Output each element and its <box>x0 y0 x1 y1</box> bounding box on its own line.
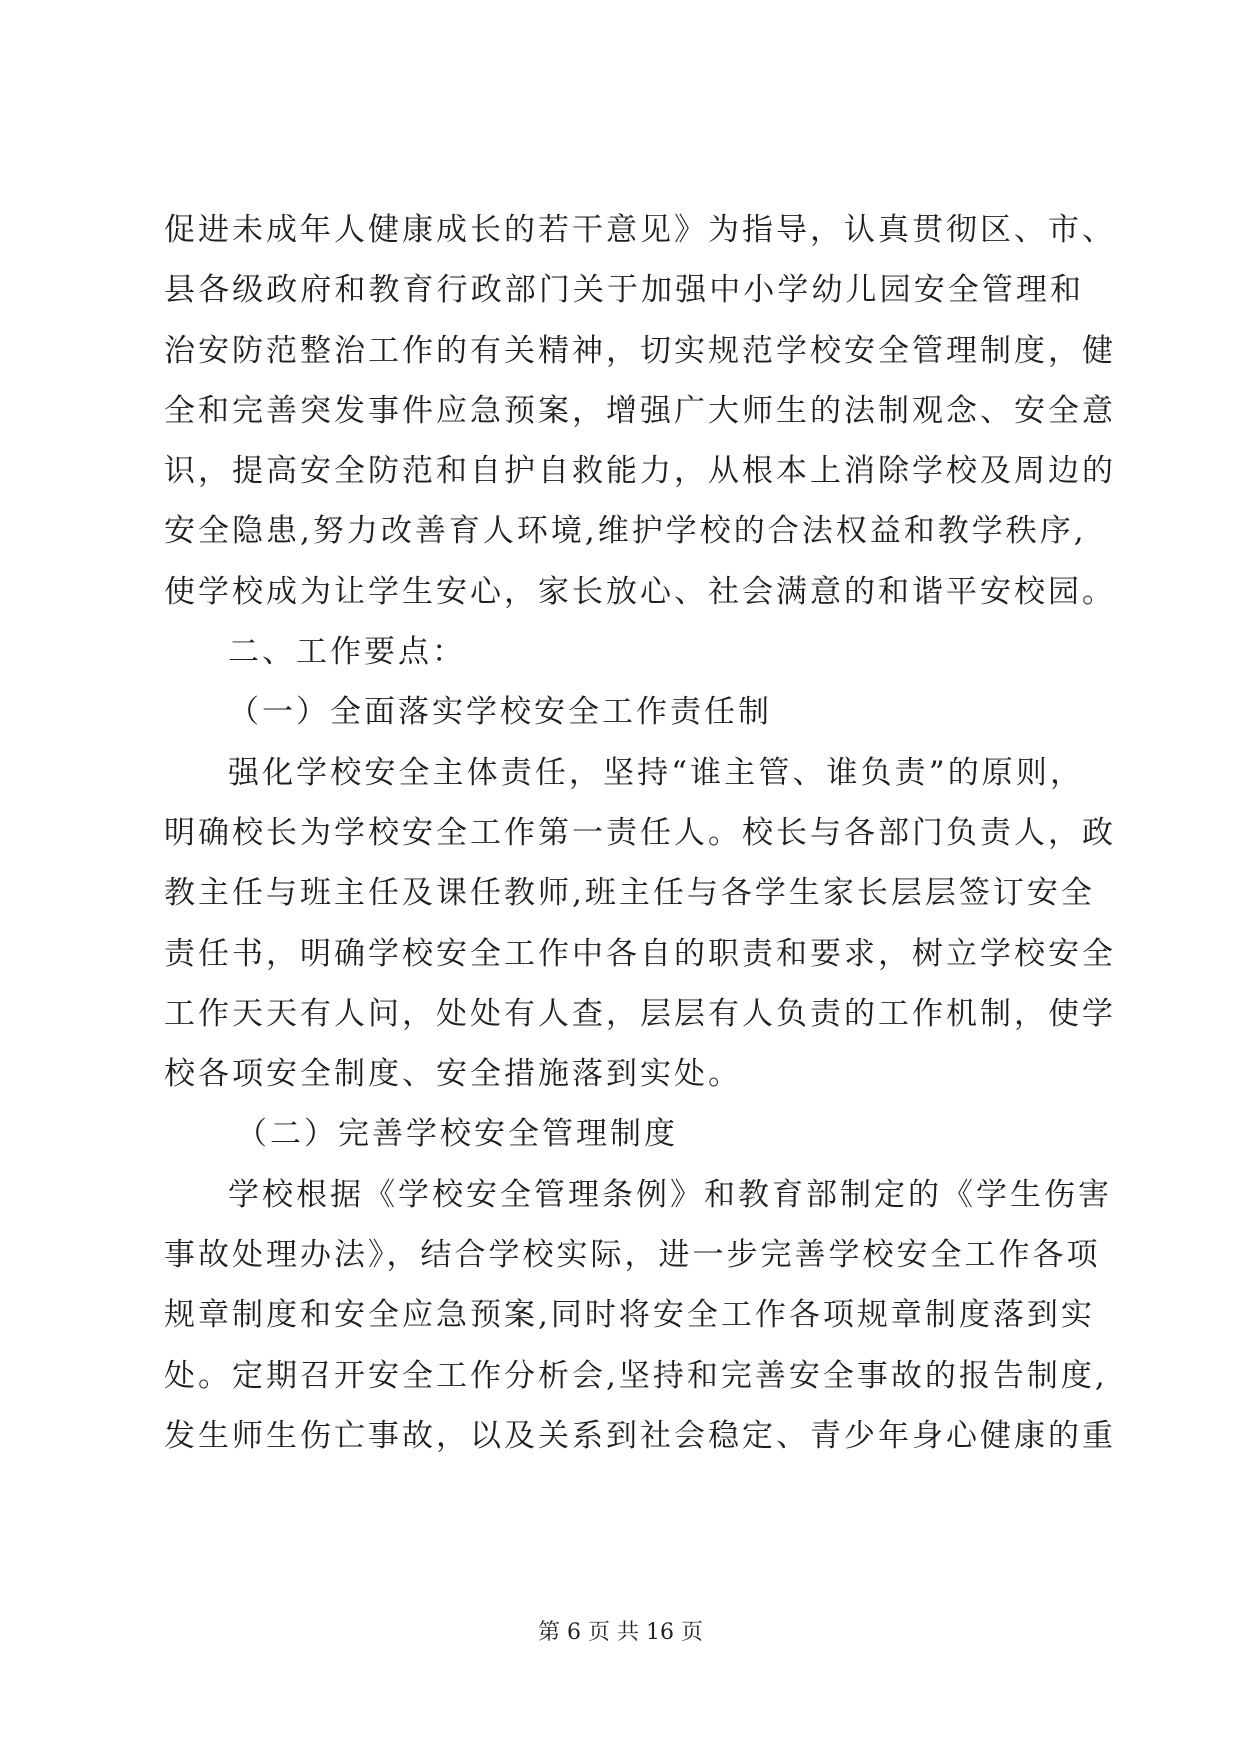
body-line: 县各级政府和教育行政部门关于加强中小学幼儿园安全管理和 <box>164 272 1084 309</box>
section2-line: 事故处理办法》，结合学校实际，进一步完善学校安全工作各项 <box>164 1237 1101 1274</box>
section1-line: 教主任与班主任及课任教师,班主任与各学生家长层层签订安全 <box>164 875 1095 912</box>
section1-line: 明确校长为学校安全工作第一责任人。校长与各部门负责人，政 <box>164 814 1116 851</box>
section2-title: （二）完善学校安全管理制度 <box>236 1116 678 1153</box>
section2-line: 学校根据《学校安全管理条例》和教育部制定的《学生伤害 <box>228 1176 1112 1213</box>
section2-line: 发生师生伤亡事故，以及关系到社会稳定、青少年身心健康的重 <box>164 1417 1116 1454</box>
section1-line: 强化学校安全主体责任，坚持“谁主管、谁负责”的原则， <box>228 754 1084 791</box>
section2-line: 处。定期召开安全工作分析会,坚持和完善安全事故的报告制度, <box>164 1357 1108 1394</box>
page-number-footer: 第 6 页 共 16 页 <box>538 1620 703 1645</box>
section1-title: （一）全面落实学校安全工作责任制 <box>228 694 772 731</box>
section1-line: 工作天天有人问，处处有人查，层层有人负责的工作机制，使学 <box>164 995 1116 1032</box>
body-line: 促进未成年人健康成长的若干意见》为指导，认真贯彻区、市、 <box>164 212 1116 248</box>
body-line: 使学校成为让学生安心，家长放心、社会满意的和谐平安校园。 <box>164 573 1116 610</box>
section-heading-main: 二、工作要点： <box>228 634 466 671</box>
body-line: 安全隐患,努力改善育人环境,维护学校的合法权益和教学秩序, <box>164 513 1087 550</box>
body-line: 全和完善突发事件应急预案，增强广大师生的法制观念、安全意 <box>164 392 1116 429</box>
section1-line: 责任书，明确学校安全工作中各自的职责和要求，树立学校安全 <box>164 935 1116 972</box>
section1-line: 校各项安全制度、安全措施落到实处。 <box>164 1056 742 1093</box>
body-line: 治安防范整治工作的有关精神，切实规范学校安全管理制度，健 <box>164 332 1116 369</box>
body-line: 识，提高安全防范和自护自救能力，从根本上消除学校及周边的 <box>164 453 1116 490</box>
section2-line: 规章制度和安全应急预案,同时将安全工作各项规章制度落到实 <box>164 1297 1095 1334</box>
document-body <box>164 200 1116 1466</box>
